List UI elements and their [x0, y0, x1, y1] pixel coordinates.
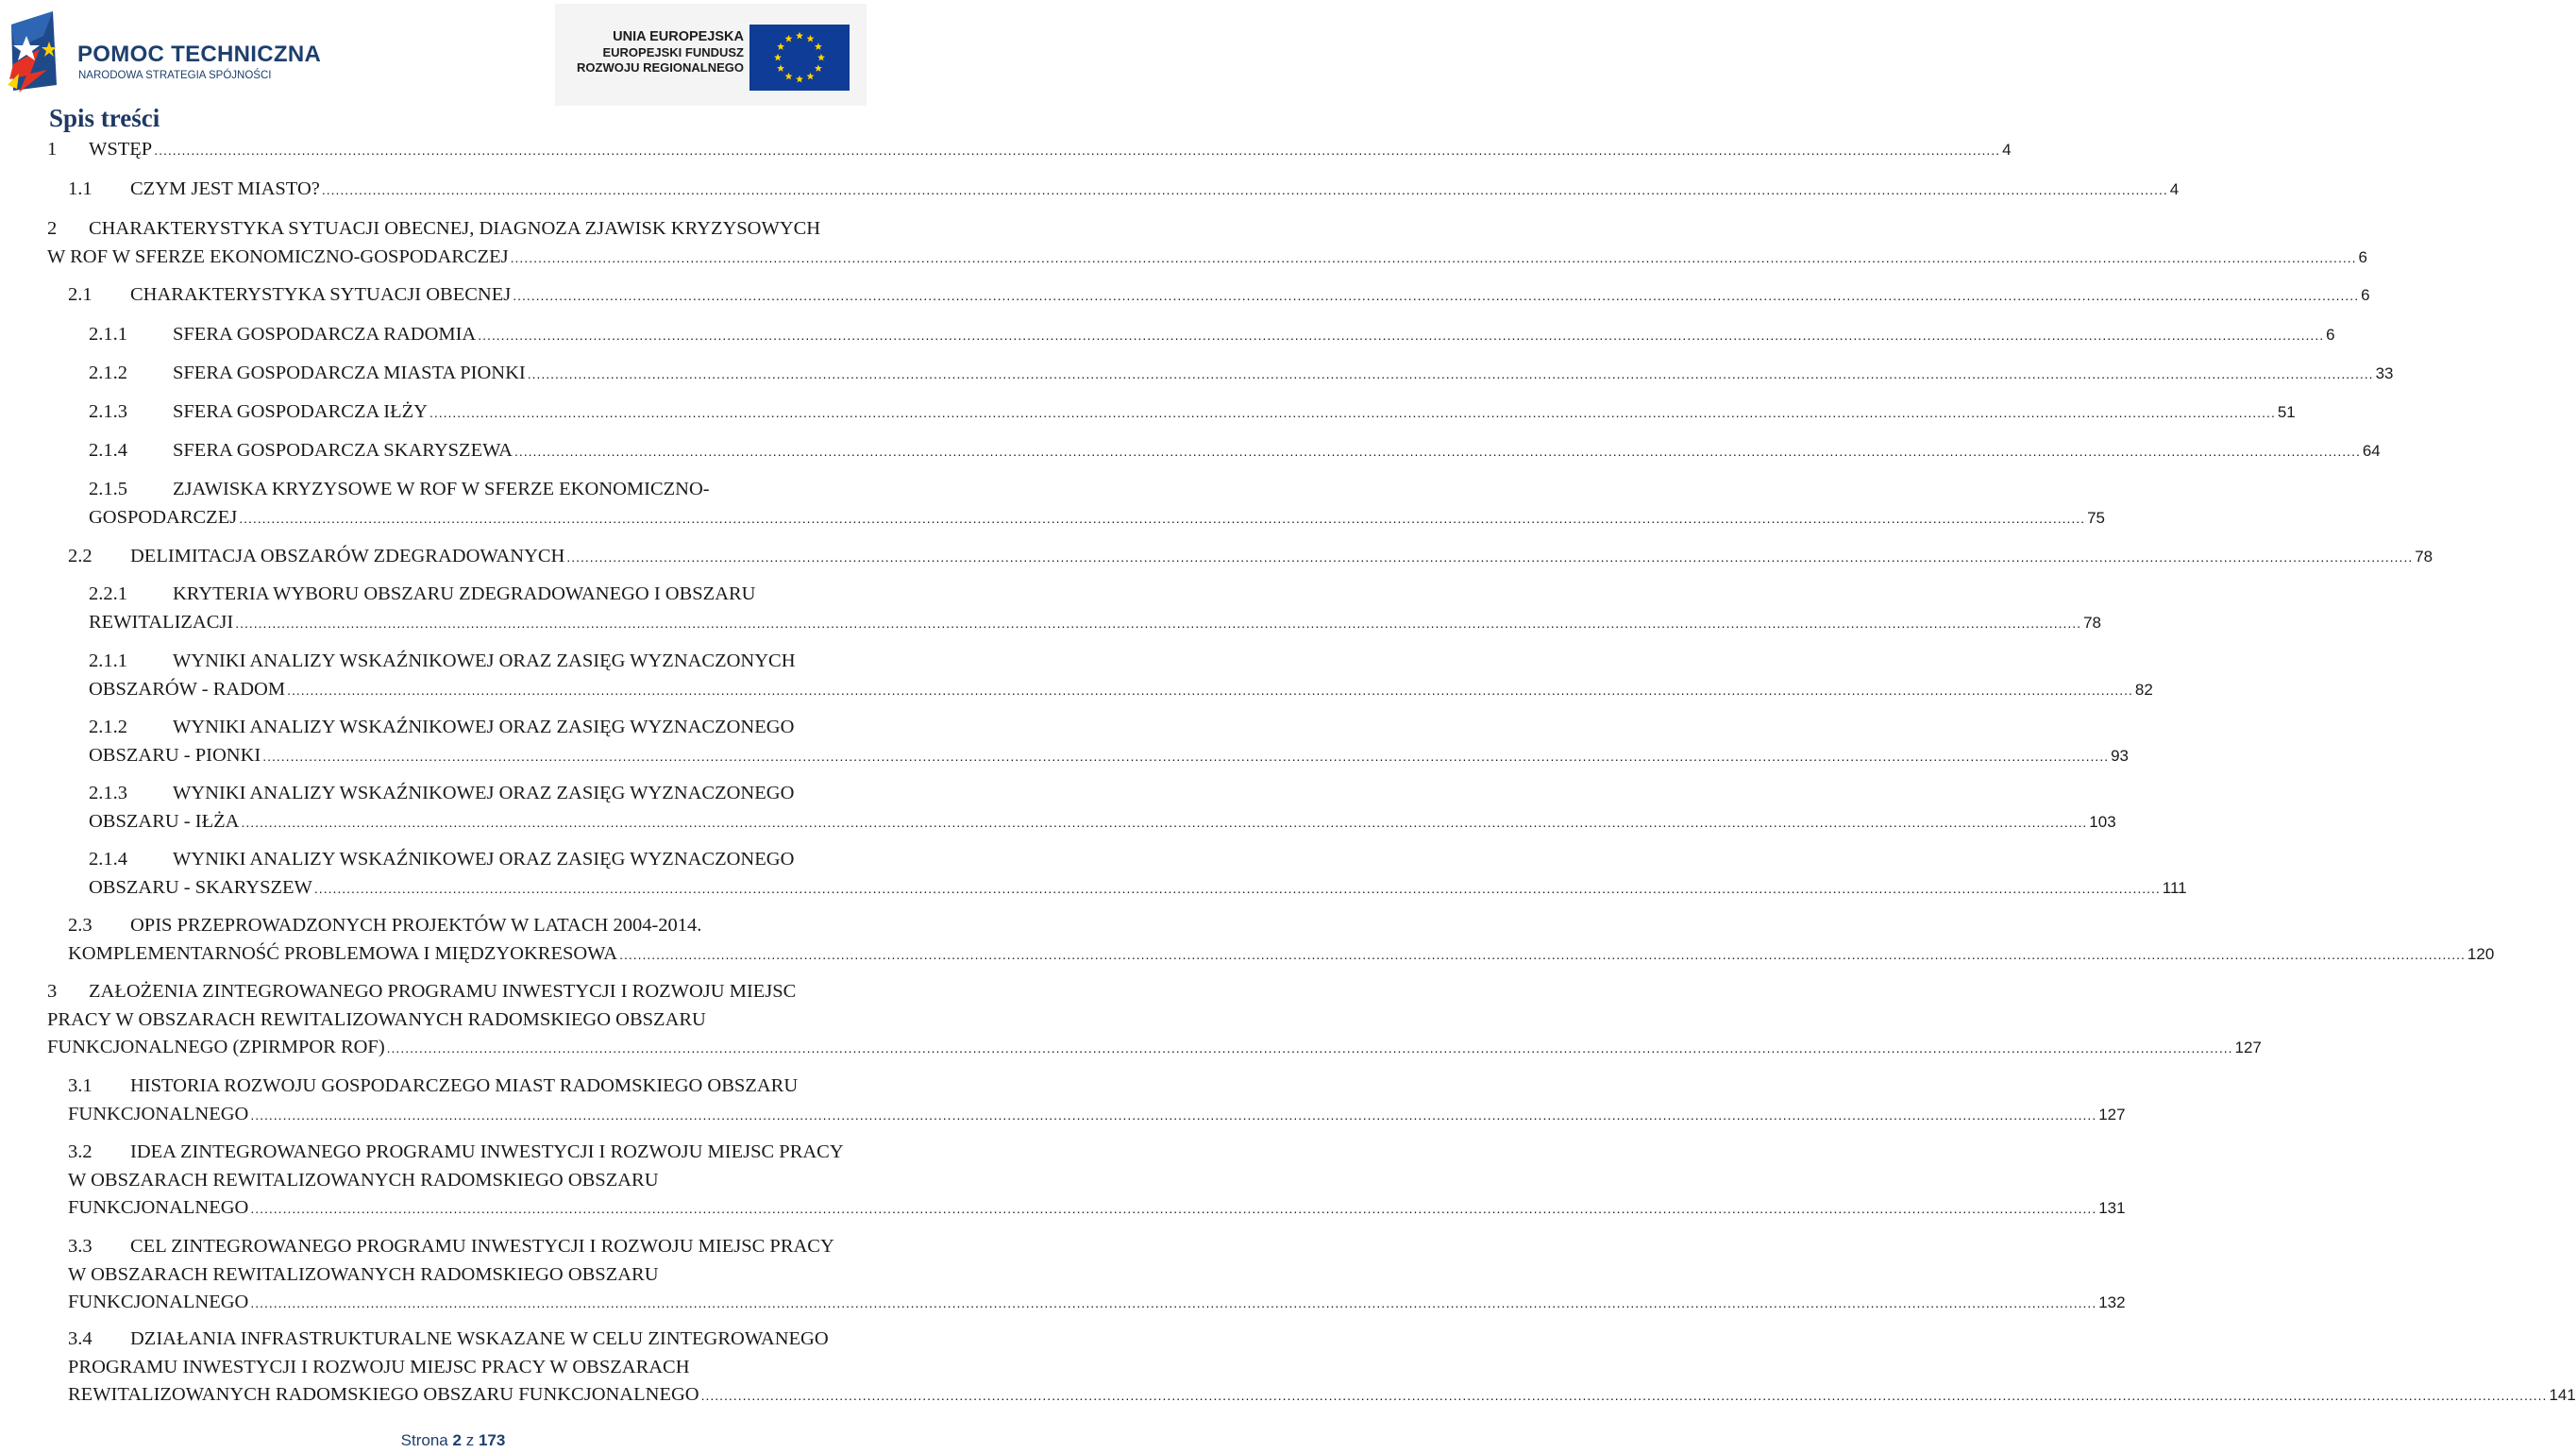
toc-entry-title: OBSZARU - SKARYSZEW	[89, 876, 312, 898]
toc-line	[0, 1261, 906, 1290]
toc-entry-number: 3.1	[68, 1075, 93, 1096]
toc-entry-title: WYNIKI ANALIZY WSKAŹNIKOWEJ ORAZ ZASIĘG WYZNACZONYCH	[173, 650, 796, 671]
toc-entry-text	[47, 1009, 706, 1030]
toc-line	[0, 780, 906, 808]
toc-line	[0, 846, 906, 874]
toc-leader-dots: ................................................................................................................................................................................................................................................................................................................................................................................................................	[241, 814, 2088, 830]
toc-entry-title: CEL ZINTEGROWANEGO PROGRAMU INWESTYCJI I ROZWOJU MIEJSC PRACY	[130, 1236, 834, 1257]
toc-entry-title: SFERA GOSPODARCZA SKARYSZEWA	[173, 440, 513, 461]
toc-entry-number: 2.1	[68, 284, 93, 305]
toc-entry[interactable]	[0, 714, 2130, 770]
toc-line	[0, 1139, 906, 1167]
toc-entry-text	[47, 218, 820, 239]
toc-page-number: 75	[2087, 508, 2105, 527]
toc-entry-title: WSTĘP	[89, 139, 153, 160]
toc-entry-text	[89, 742, 261, 770]
eu-logo-line2: EUROPEJSKI FUNDUSZ	[602, 45, 744, 59]
toc-entry-text	[89, 583, 755, 604]
toc-line	[0, 609, 2101, 638]
toc-entry-title: REWITALIZACJI	[89, 611, 234, 633]
toc-entry-title: GOSPODARCZEJ	[89, 506, 238, 528]
toc-page-number: 4	[2002, 141, 2012, 159]
toc-page-number: 6	[2361, 286, 2370, 304]
toc-page-number: 4	[2169, 180, 2180, 198]
toc-line	[0, 940, 2495, 970]
toc-entry-text	[47, 244, 509, 272]
eu-logo-line1: UNIA EUROPEJSKA	[613, 29, 744, 44]
toc-line	[0, 360, 2394, 389]
toc-leader-dots: ................................................................................................................................................................................................................................................................................................................................................................................................................	[239, 510, 2086, 526]
toc-entry-title: IDEA ZINTEGROWANEGO PROGRAMU INWESTYCJI I ROZWOJU MIEJSC PRACY	[130, 1141, 844, 1162]
toc-line	[0, 176, 2180, 205]
toc-leader-dots: ................................................................................................................................................................................................................................................................................................................................................................................................................	[527, 366, 2374, 381]
toc-entry[interactable]	[0, 978, 2262, 1063]
toc-entry-number: 2.1.4	[89, 440, 127, 461]
toc-entry-title: ZJAWISKA KRYZYSOWE W ROF W SFERZE EKONOMICZNO-	[173, 479, 710, 499]
toc-line	[0, 742, 2130, 771]
toc-entry-title: PRACY W OBSZARACH REWITALIZOWANYCH RADOMSKIEGO OBSZARU	[47, 1008, 706, 1030]
toc-page-number: 132	[2098, 1293, 2126, 1311]
toc-entry-title: CHARAKTERYSTYKA SYTUACJI OBECNEJ	[130, 284, 512, 305]
toc-entry-title: WYNIKI ANALIZY WSKAŹNIKOWEJ ORAZ ZASIĘG WYZNACZONEGO	[173, 849, 795, 870]
toc-entry-text	[89, 479, 710, 499]
toc-entry-text	[47, 981, 796, 1002]
toc-entry-title: PROGRAMU INWESTYCJI I ROZWOJU MIEJSC PRACY W OBSZARACH	[68, 1356, 690, 1377]
toc-entry-text	[68, 915, 701, 936]
toc-page-number: 120	[2467, 944, 2495, 963]
toc-line	[0, 874, 2187, 904]
toc-entry[interactable]	[0, 360, 2394, 389]
toc-entry-text	[89, 783, 794, 803]
toc-entry-title: OPIS PRZEPROWADZONYCH PROJEKTÓW W LATACH 2004-2014.	[130, 915, 702, 936]
toc-entry-title: WYNIKI ANALIZY WSKAŹNIKOWEJ ORAZ ZASIĘG WYZNACZONEGO	[173, 717, 795, 737]
footer-separator: z	[465, 1431, 475, 1449]
pomoc-techniczna-logo	[6, 8, 322, 94]
toc-line	[0, 1006, 906, 1035]
toc-page-number: 78	[2083, 613, 2101, 632]
toc-entry-number: 3.3	[68, 1236, 93, 1257]
toc-entry-text	[68, 1357, 690, 1377]
toc-leader-dots: ................................................................................................................................................................................................................................................................................................................................................................................................................	[235, 615, 2082, 631]
toc-entry-number: 2.1.2	[89, 717, 127, 737]
eu-flag-icon	[749, 25, 850, 91]
toc-line	[0, 244, 2367, 273]
toc-leader-dots: ................................................................................................................................................................................................................................................................................................................................................................................................................	[566, 549, 2414, 565]
toc-page-number: 103	[2089, 812, 2116, 831]
toc-entry-number: 1.1	[68, 178, 93, 199]
toc-entry-text	[89, 717, 794, 737]
toc-line	[0, 1101, 2126, 1130]
toc-entry-number: 2.1.3	[89, 401, 127, 422]
page-footer	[0, 1431, 906, 1450]
toc-entry[interactable]	[0, 543, 2433, 572]
toc-entry-title: ZAŁOŻENIA ZINTEGROWANEGO PROGRAMU INWESTYCJI I ROZWOJU MIEJSC	[89, 981, 797, 1002]
toc-leader-dots: ................................................................................................................................................................................................................................................................................................................................................................................................................	[287, 682, 2133, 698]
toc-entry-number: 2.1.4	[89, 849, 127, 870]
toc-entry-title: W OBSZARACH REWITALIZOWANYCH RADOMSKIEGO OBSZARU	[68, 1169, 659, 1191]
toc-page-number: 64	[2362, 442, 2381, 460]
toc-entry[interactable]	[0, 1233, 2126, 1318]
toc-entry[interactable]	[0, 1326, 2576, 1411]
toc-entry-text	[68, 1141, 844, 1162]
toc-entry-number: 2.1.2	[89, 363, 127, 383]
toc-page-number: 82	[2134, 680, 2153, 699]
toc-entry-number: 1	[47, 139, 58, 160]
toc-entry-text	[89, 808, 239, 836]
toc-entry-title: FUNKCJONALNEGO	[68, 1292, 249, 1312]
toc-entry-title: REWITALIZOWANYCH RADOMSKIEGO OBSZARU FUNKCJONALNEGO	[68, 1384, 699, 1405]
toc-page-number: 6	[2326, 326, 2335, 344]
toc-entry-number: 3.4	[68, 1328, 93, 1349]
toc-entry-text	[89, 650, 796, 671]
toc-entry-title: DZIAŁANIA INFRASTRUKTURALNE WSKAZANE W CELU ZINTEGROWANEGO	[130, 1328, 829, 1349]
logo-title: POMOC TECHNICZNA	[77, 42, 322, 67]
toc-leader-dots: ................................................................................................................................................................................................................................................................................................................................................................................................................	[513, 288, 2360, 303]
toc-entry-title: KOMPLEMENTARNOŚĆ PROBLEMOWA I MIĘDZYOKRESOWA	[68, 942, 618, 964]
toc-entry[interactable]	[0, 136, 2012, 165]
toc-entry-text	[68, 1381, 699, 1410]
toc-page-number: 78	[2415, 548, 2433, 566]
toc-leader-dots: ................................................................................................................................................................................................................................................................................................................................................................................................................	[510, 249, 2357, 265]
toc-line	[0, 476, 906, 504]
toc-line	[0, 648, 906, 676]
toc-page-number: 111	[2162, 878, 2187, 897]
toc-leader-dots: ................................................................................................................................................................................................................................................................................................................................................................................................................	[250, 1107, 2097, 1123]
toc-leader-dots: ................................................................................................................................................................................................................................................................................................................................................................................................................	[154, 143, 2001, 158]
toc-entry-title: CZYM JEST MIASTO?	[130, 178, 320, 199]
toc-entry-number: 3.2	[68, 1141, 93, 1162]
logo-subtitle: NARODOWA STRATEGIA SPÓJNOŚCI	[78, 70, 272, 81]
toc-page-number: 51	[2277, 403, 2296, 421]
toc-line	[0, 1194, 2126, 1224]
toc-line	[0, 437, 2381, 466]
toc-entry-text	[89, 398, 428, 427]
toc-entry-text	[89, 874, 312, 903]
toc-entry-number: 2.2.1	[89, 583, 127, 604]
toc-entry-number: 2	[47, 218, 58, 239]
toc-entry-title: CHARAKTERYSTYKA SYTUACJI OBECNEJ, DIAGNOZA ZJAWISK KRYZYSOWYCH	[89, 218, 821, 239]
toc-leader-dots: ................................................................................................................................................................................................................................................................................................................................................................................................................	[700, 1388, 2548, 1403]
toc-entry[interactable]	[0, 648, 2153, 704]
toc-entry[interactable]	[0, 1139, 2126, 1224]
toc-entry[interactable]	[0, 176, 2180, 205]
toc-entry-text	[68, 281, 511, 310]
toc-entry-number: 2.3	[68, 915, 93, 936]
toc-line	[0, 281, 2370, 311]
toc-entry-title: W OBSZARACH REWITALIZOWANYCH RADOMSKIEGO OBSZARU	[68, 1263, 659, 1285]
toc-leader-dots: ................................................................................................................................................................................................................................................................................................................................................................................................................	[514, 444, 2361, 459]
toc-entry[interactable]	[0, 215, 2367, 272]
toc-entry-text	[89, 360, 526, 388]
toc-leader-dots: ................................................................................................................................................................................................................................................................................................................................................................................................................	[619, 946, 2466, 962]
toc-entry[interactable]	[0, 398, 2296, 428]
toc-entry-text	[89, 609, 233, 637]
toc-entry-title: FUNKCJONALNEGO	[68, 1197, 249, 1218]
toc-entry-title: FUNKCJONALNEGO (ZPIRMPOR ROF)	[47, 1037, 385, 1057]
toc-entry-text	[68, 176, 320, 204]
toc-line	[0, 676, 2153, 705]
toc-line	[0, 504, 2105, 533]
toc-entry-title: SFERA GOSPODARCZA RADOMIA	[173, 324, 477, 345]
toc-leader-dots: ................................................................................................................................................................................................................................................................................................................................................................................................................	[429, 405, 2276, 420]
toc-line	[0, 321, 2335, 350]
toc-leader-dots: ................................................................................................................................................................................................................................................................................................................................................................................................................	[313, 880, 2161, 896]
toc-entry-number: 2.2	[68, 546, 93, 566]
toc-entry-text	[47, 136, 152, 164]
toc-entry-text	[89, 676, 285, 704]
toc-line	[0, 581, 906, 609]
toc-entry-number: 3	[47, 981, 58, 1002]
toc-line	[0, 398, 2296, 428]
toc-leader-dots: ................................................................................................................................................................................................................................................................................................................................................................................................................	[386, 1040, 2233, 1056]
toc-entry-text	[68, 940, 617, 969]
toc-page-number: 127	[2234, 1039, 2262, 1056]
footer-total-pages: 173	[478, 1431, 506, 1449]
toc-title: Spis treści	[49, 104, 160, 132]
toc-entry-title: SFERA GOSPODARCZA IŁŻY	[173, 401, 428, 422]
toc-entry-text	[89, 849, 794, 870]
toc-line	[0, 808, 2116, 837]
toc-line	[0, 1381, 2576, 1411]
toc-line	[0, 1073, 906, 1101]
toc-entry[interactable]	[0, 321, 2335, 350]
toc-line	[0, 1289, 2126, 1318]
footer-label: Strona	[400, 1431, 448, 1449]
toc-leader-dots: ................................................................................................................................................................................................................................................................................................................................................................................................................	[321, 182, 2168, 197]
toc-line	[0, 1354, 906, 1382]
toc-page-number: 127	[2098, 1105, 2126, 1124]
toc-line	[0, 543, 2433, 572]
toc-entry[interactable]	[0, 1073, 2126, 1129]
toc-entry-text	[68, 1236, 834, 1257]
toc-line	[0, 978, 906, 1006]
toc-entry-title: W ROF W SFERZE EKONOMICZNO-GOSPODARCZEJ	[47, 245, 509, 267]
toc-leader-dots: ................................................................................................................................................................................................................................................................................................................................................................................................................	[478, 328, 2325, 343]
toc-entry-title: KRYTERIA WYBORU OBSZARU ZDEGRADOWANEGO I OBSZARU	[173, 583, 756, 604]
toc-entry-text	[68, 1264, 659, 1285]
toc-line	[0, 714, 906, 742]
toc-line	[0, 1326, 906, 1354]
toc-entry-title: WYNIKI ANALIZY WSKAŹNIKOWEJ ORAZ ZASIĘG WYZNACZONEGO	[173, 783, 795, 803]
toc-entry[interactable]	[0, 912, 2495, 969]
toc-entry-title: SFERA GOSPODARCZA MIASTA PIONKI	[173, 363, 526, 383]
toc-entry[interactable]	[0, 476, 2105, 532]
toc-entry-text	[68, 1328, 829, 1349]
toc-line	[0, 1034, 2262, 1063]
toc-page-number: 131	[2098, 1199, 2126, 1217]
toc-entry-title: OBSZARU - IŁŻA	[89, 810, 240, 832]
toc-entry[interactable]	[0, 846, 2187, 903]
eu-fund-logo	[555, 4, 867, 106]
toc-entry-title: OBSZARU - PIONKI	[89, 744, 261, 766]
eu-logo-text	[577, 28, 744, 76]
toc-page-number: 33	[2375, 364, 2394, 382]
toc-entry-text	[47, 1034, 385, 1062]
toc-entry[interactable]	[0, 780, 2116, 836]
toc-entry[interactable]	[0, 281, 2370, 311]
toc-entry-text	[68, 1101, 248, 1129]
star-bolt-emblem-icon	[6, 8, 74, 94]
toc-page-number: 93	[2111, 746, 2130, 765]
toc-entry[interactable]	[0, 437, 2381, 466]
toc-line	[0, 136, 2012, 165]
toc-line	[0, 1167, 906, 1195]
toc-entry-text	[68, 1194, 248, 1223]
toc-entry-title: FUNKCJONALNEGO	[68, 1103, 249, 1124]
toc-entry-text	[89, 321, 476, 349]
eu-logo-line3: ROZWOJU REGIONALNEGO	[577, 60, 744, 75]
toc-leader-dots: ................................................................................................................................................................................................................................................................................................................................................................................................................	[250, 1201, 2097, 1216]
toc-page-number: 141	[2549, 1386, 2576, 1404]
toc-entry-text	[68, 1075, 798, 1096]
toc-entry-number: 2.1.1	[89, 324, 127, 345]
toc-entry-text	[68, 543, 564, 571]
toc-entry-title: DELIMITACJA OBSZARÓW ZDEGRADOWANYCH	[130, 546, 565, 566]
toc-entry[interactable]	[0, 581, 2101, 637]
toc-line	[0, 912, 906, 940]
toc-line	[0, 215, 906, 244]
toc-entry-text	[68, 1289, 248, 1317]
toc-entry-text	[89, 504, 237, 532]
footer-current-page: 2	[452, 1431, 462, 1449]
toc-leader-dots: ................................................................................................................................................................................................................................................................................................................................................................................................................	[262, 748, 2110, 764]
toc-entry-number: 2.1.1	[89, 650, 127, 671]
toc-line	[0, 1233, 906, 1261]
toc-entry-title: OBSZARÓW - RADOM	[89, 678, 286, 700]
toc-leader-dots: ................................................................................................................................................................................................................................................................................................................................................................................................................	[250, 1295, 2097, 1310]
toc-page-number: 6	[2358, 247, 2367, 266]
toc-entry-number: 2.1.5	[89, 479, 127, 499]
toc-entry-title: HISTORIA ROZWOJU GOSPODARCZEGO MIAST RADOMSKIEGO OBSZARU	[130, 1075, 799, 1096]
toc-entry-number: 2.1.3	[89, 783, 127, 803]
toc-entry-text	[89, 437, 513, 465]
toc-entry-text	[68, 1170, 659, 1191]
